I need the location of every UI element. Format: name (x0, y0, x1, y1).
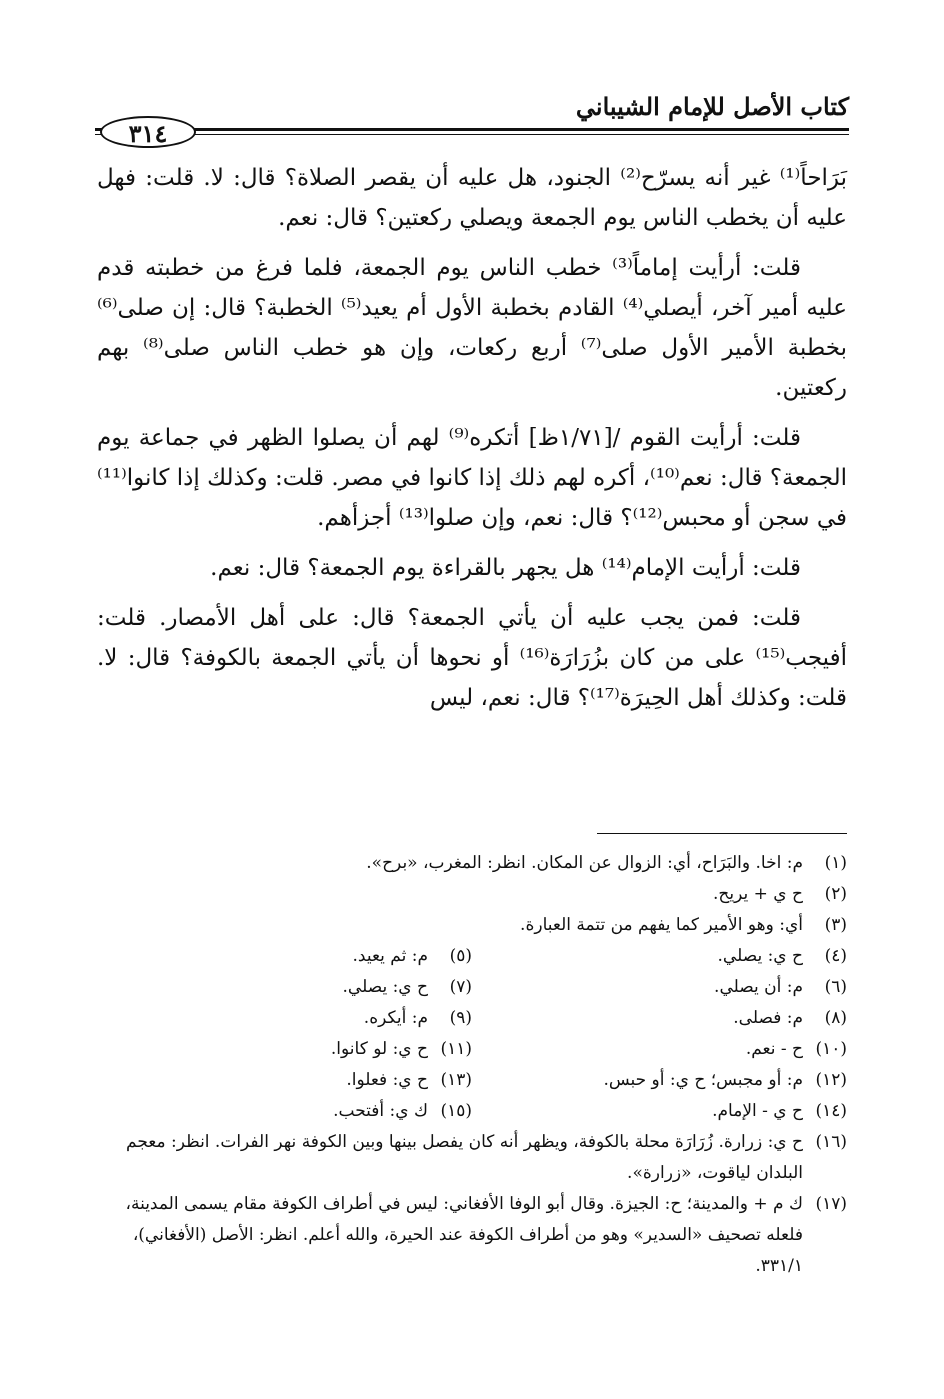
footnote-separator (597, 833, 847, 834)
paragraph: قلت: أرأيت إماماً⁽³⁾ خطب الناس يوم الجمعة، فلما فرغ من خطبته قدم عليه أمير آخر، أيصلي⁽⁴⁾ القادم بخطبة الأول أم يعيد⁽⁵⁾ الخطبة؟ قال: إن صلى⁽⁶⁾ بخطبة الأمير الأول صلى⁽⁷⁾ أربع ركعات، وإن هو خطب الناس صلى⁽⁸⁾ بهم ركعتين. (97, 255, 847, 401)
footnote-number: (١١) (440, 1039, 472, 1059)
footnotes (97, 848, 847, 1282)
footnote-number: (١٣) (440, 1070, 472, 1090)
main-text (97, 158, 847, 728)
paragraph: قلت: أرأيت الإمام⁽¹⁴⁾ هل يجهر بالقراءة يوم الجمعة؟ قال: نعم. (210, 555, 801, 581)
footnote-pair (97, 1034, 847, 1065)
footnote-number: (٥) (449, 946, 472, 966)
footnote-text: ح - نعم. (745, 1039, 803, 1059)
header-rule-thick (95, 128, 849, 131)
footnote (97, 1127, 847, 1189)
footnote (97, 848, 847, 879)
footnote-text: م: فصلى. (733, 1008, 803, 1028)
footnote-text: ك م + والمدينة؛ ح: الجيزة. وقال أبو الوفا الأفغاني: ليس في أطراف الكوفة مقام يسمى المدينة، فلعله تصحيف «السدير» وهو من أطراف الكوفة عند الحيرة، والله أعلم. انظر: الأصل (الأفغاني)، ٣٣١/١. (125, 1194, 803, 1276)
footnote-number: (٣) (824, 915, 847, 935)
footnote-text: ح ي: زرارة. زُرَارَة محلة بالكوفة، ويظهر أنه كان يفصل بينها وبين الكوفة نهر الفرات. انظر: معجم البلدان لياقوت، «زرارة». (126, 1132, 803, 1183)
footnote-number: (٢) (824, 884, 847, 904)
footnote-number: (٤) (824, 946, 847, 966)
footnote-number: (١٧) (815, 1194, 847, 1214)
footnote-text: ح ي: يصلي. (342, 977, 428, 997)
footnote-number: (١٦) (815, 1132, 847, 1152)
footnote-number: (١٤) (815, 1101, 847, 1121)
header-rule-thin (95, 134, 849, 135)
footnote-number: (٩) (449, 1008, 472, 1028)
footnote-text: ح ي: فعلوا. (346, 1070, 428, 1090)
footnote-text: ح ي: يصلي. (717, 946, 803, 966)
footnote (97, 910, 847, 941)
footnote-pair (97, 1065, 847, 1096)
book-title: كتاب الأصل للإمام الشيباني (575, 92, 849, 121)
footnote-pair (97, 1003, 847, 1034)
paragraph: قلت: أرأيت القوم /[١/٧١ظ] أتكره⁽⁹⁾ لهم أن يصلوا الظهر في جماعة يوم الجمعة؟ قال: نعم⁽¹⁰⁾، أكره لهم ذلك إذا كانوا في مصر. قلت: وكذلك إذا كانوا⁽¹¹⁾ في سجن أو محبس⁽¹²⁾؟ قال: نعم، وإن صلوا⁽¹³⁾ أجزأهم. (97, 425, 847, 531)
footnote-pair (97, 972, 847, 1003)
footnote (97, 1189, 847, 1282)
paragraph: بَرَاحاً⁽¹⁾ غير أنه يسرّح⁽²⁾ الجنود، هل عليه أن يقصر الصلاة؟ قال: لا. قلت: فهل عليه أن يخطب الناس يوم الجمعة ويصلي ركعتين؟ قال: نعم. (97, 165, 848, 231)
footnote-text: م: ثم يعيد. (352, 946, 428, 966)
footnote-text: أي: وهو الأمير كما يفهم من تتمة العبارة. (520, 915, 803, 935)
footnote-pair (97, 941, 847, 972)
footnote-number: (٧) (449, 977, 472, 997)
footnote-text: ح ي: لو كانوا. (330, 1039, 428, 1059)
footnote-text: م: أن يصلي. (714, 977, 803, 997)
footnote-number: (١٥) (440, 1101, 472, 1121)
footnote-text: م: أو مجبس؛ ح ي: أو حبس. (603, 1070, 803, 1090)
footnote-number: (٦) (824, 977, 847, 997)
footnote-number: (١) (824, 853, 847, 873)
paragraph: قلت: فمن يجب عليه أن يأتي الجمعة؟ قال: على أهل الأمصار. قلت: أفيجب⁽¹⁵⁾ على من كان بزُرَارَة⁽¹⁶⁾ أو نحوها أن يأتي الجمعة بالكوفة؟ قال: لا. قلت: وكذلك أهل الحِيرَة⁽¹⁷⁾؟ قال: نعم، ليس (97, 605, 847, 711)
footnote (97, 879, 847, 910)
footnote-number: (١٢) (815, 1070, 847, 1090)
footnote-text: م: اخا. والبَرَاح، أي: الزوال عن المكان. انظر: المغرب، «برح». (366, 853, 803, 873)
footnote-number: (٨) (824, 1008, 847, 1028)
footnote-text: ك ي: أفتحب. (333, 1101, 428, 1121)
footnote-text: ح ي + يريح. (713, 884, 803, 904)
footnote-text: ح ي - الإمام. (712, 1101, 803, 1121)
footnote-number: (١٠) (815, 1039, 847, 1059)
footnote-text: م: أيكره. (363, 1008, 428, 1028)
page-number: ٣١٤ (100, 116, 196, 148)
footnote-pair (97, 1096, 847, 1127)
